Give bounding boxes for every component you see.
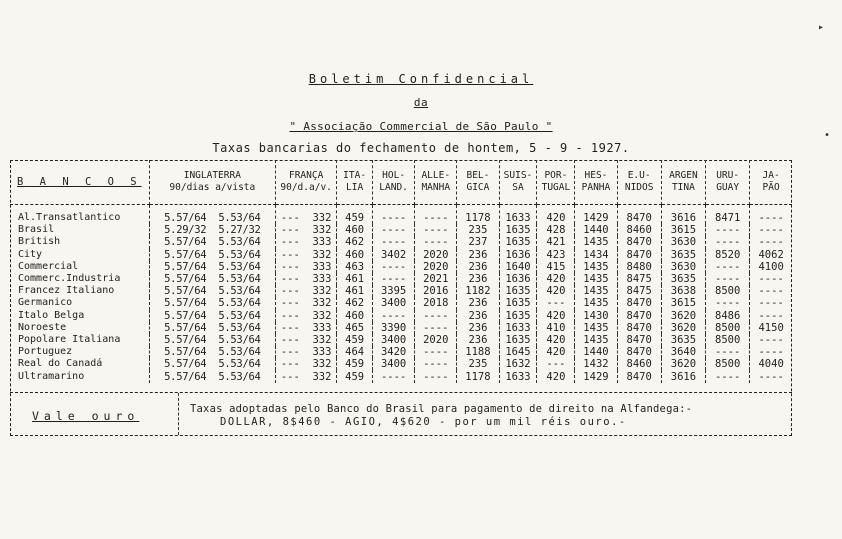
rate-inglaterra-90d: 5.57/64 — [164, 309, 207, 322]
rate-inglaterra — [149, 297, 275, 309]
rate-ita: 463 — [337, 261, 373, 273]
rate-arg: 3620 — [661, 310, 705, 322]
rate-hol: ---- — [373, 370, 415, 382]
table-row — [10, 224, 792, 236]
rate-hol: 3390 — [373, 322, 415, 334]
rate-jap: 4040 — [758, 358, 784, 371]
rate-inglaterra-90d: 5.57/64 — [164, 297, 207, 310]
rate-eu: 8470 — [617, 297, 661, 309]
rate-uru: 8471 — [706, 205, 750, 225]
dollar-agio-note: DOLLAR, 8$460 - AGIO, 4$620 - por um mil réis ouro.- — [220, 416, 627, 428]
rate-arg: 3615 — [661, 297, 705, 309]
table-row — [10, 334, 792, 346]
rate-por: 421 — [537, 236, 575, 248]
rate-all: ---- — [415, 205, 457, 225]
rate-franca-vista: 332 — [312, 285, 332, 298]
rate-ita: 460 — [337, 310, 373, 322]
rate-hol: ---- — [373, 236, 415, 248]
rate-bel: 236 — [457, 322, 499, 334]
rate-uru: ---- — [706, 224, 750, 236]
rate-franca-vista: 333 — [312, 273, 332, 286]
col-header-franca: FRANÇA 90/d.a/v. — [276, 160, 337, 205]
rate-hes: 1435 — [575, 236, 617, 248]
table-row — [10, 249, 792, 261]
rate-franca — [276, 236, 337, 248]
rate-franca-90d: --- — [280, 346, 300, 359]
rate-hol: 3400 — [373, 358, 415, 370]
rate-ita: 459 — [337, 334, 373, 346]
footer-note — [10, 392, 792, 436]
col-header-inglaterra: INGLATERRA 90/dias a/vista — [149, 160, 275, 205]
rate-arg: 3620 — [661, 358, 705, 370]
rate-bel: 235 — [457, 224, 499, 236]
rate-inglaterra-90d: 5.57/64 — [164, 212, 207, 225]
table-row — [10, 370, 792, 382]
rate-ita: 464 — [337, 346, 373, 358]
rate-sui: 1633 — [499, 322, 537, 334]
rate-all: ---- — [415, 310, 457, 322]
rate-inglaterra-vista: 5.53/64 — [218, 309, 261, 322]
rate-jap: ---- — [758, 273, 784, 286]
rate-uru: ---- — [706, 236, 750, 248]
rate-uru: ---- — [706, 273, 750, 285]
rate-sui: 1635 — [499, 236, 537, 248]
rate-arg: 3616 — [661, 370, 705, 382]
rate-arg: 3635 — [661, 249, 705, 261]
rate-hes: 1435 — [575, 334, 617, 346]
rate-hol: ---- — [373, 261, 415, 273]
col-header-portugal: POR- TUGAL — [537, 160, 575, 205]
bank-name: Real do Canadá — [10, 358, 149, 370]
rate-franca-90d: --- — [280, 358, 300, 371]
rate-inglaterra-vista: 5.27/32 — [218, 224, 261, 237]
rate-franca-90d: --- — [280, 333, 300, 346]
rate-arg: 3635 — [661, 273, 705, 285]
table-row — [10, 310, 792, 322]
rate-eu: 8460 — [617, 224, 661, 236]
rate-franca-90d: --- — [280, 309, 300, 322]
page-title: Boletim Confidencial — [308, 72, 534, 86]
rate-inglaterra-vista: 5.53/64 — [218, 273, 261, 286]
rate-arg: 3640 — [661, 346, 705, 358]
rate-uru: 8500 — [706, 285, 750, 297]
rate-franca-vista: 332 — [312, 212, 332, 225]
rate-all: 2020 — [415, 261, 457, 273]
rate-bel: 236 — [457, 310, 499, 322]
rate-all: 2018 — [415, 297, 457, 309]
table-row — [10, 285, 792, 297]
rate-sui: 1635 — [499, 224, 537, 236]
rate-jap: ---- — [758, 346, 784, 359]
rate-franca — [276, 261, 337, 273]
rate-franca-90d: --- — [280, 224, 300, 237]
rate-arg: 3620 — [661, 322, 705, 334]
rate-sui: 1645 — [499, 346, 537, 358]
bank-name: Commercial — [10, 261, 149, 273]
rate-inglaterra-90d: 5.57/64 — [164, 285, 207, 298]
rate-por: 415 — [537, 261, 575, 273]
margin-mark: ▸ — [818, 22, 825, 33]
rate-all: ---- — [415, 224, 457, 236]
rate-all: ---- — [415, 322, 457, 334]
table-row — [10, 205, 792, 225]
rate-jap: ---- — [758, 224, 784, 237]
rate-inglaterra-vista: 5.53/64 — [218, 212, 261, 225]
rate-franca-vista: 332 — [312, 370, 332, 383]
rate-eu: 8475 — [617, 285, 661, 297]
col-header-eunidos: E.U- NIDOS — [617, 160, 661, 205]
rate-hol: ---- — [373, 224, 415, 236]
table-header-row — [10, 160, 792, 205]
rate-franca — [276, 224, 337, 236]
rate-ita: 460 — [337, 224, 373, 236]
rate-eu: 8470 — [617, 334, 661, 346]
rate-franca — [276, 322, 337, 334]
rate-uru: ---- — [706, 370, 750, 382]
rate-inglaterra-90d: 5.29/32 — [164, 224, 207, 237]
rate-bel: 235 — [457, 358, 499, 370]
col-header-uruguay: URU- GUAY — [706, 160, 750, 205]
rate-bel: 1178 — [457, 205, 499, 225]
rate-jap: ---- — [758, 370, 784, 383]
rate-eu: 8470 — [617, 236, 661, 248]
rate-inglaterra-vista: 5.53/64 — [218, 260, 261, 273]
rate-inglaterra-vista: 5.53/64 — [218, 370, 261, 383]
rate-hes: 1440 — [575, 346, 617, 358]
title-connector: da — [413, 96, 429, 109]
rate-franca-vista: 333 — [312, 346, 332, 359]
rate-por: --- — [537, 297, 575, 309]
rate-hes: 1434 — [575, 249, 617, 261]
rate-hes: 1435 — [575, 273, 617, 285]
rate-ita: 461 — [337, 273, 373, 285]
rate-sui: 1640 — [499, 261, 537, 273]
rate-all: ---- — [415, 370, 457, 382]
rate-ita: 465 — [337, 322, 373, 334]
rate-eu: 8470 — [617, 346, 661, 358]
rate-franca-90d: --- — [280, 273, 300, 286]
rate-inglaterra-90d: 5.57/64 — [164, 333, 207, 346]
rate-por: 420 — [537, 346, 575, 358]
bank-name: Brasil — [10, 224, 149, 236]
col-header-hollanda: HOL- LAND. — [373, 160, 415, 205]
rate-franca — [276, 370, 337, 382]
rate-jap: ---- — [758, 236, 784, 249]
rate-all: 2020 — [415, 249, 457, 261]
rate-franca — [276, 285, 337, 297]
rate-jap: ---- — [758, 297, 784, 310]
rate-sui: 1635 — [499, 285, 537, 297]
rate-franca-vista: 332 — [312, 297, 332, 310]
rate-all: ---- — [415, 236, 457, 248]
rate-inglaterra-90d: 5.57/64 — [164, 260, 207, 273]
rate-inglaterra-vista: 5.53/64 — [218, 236, 261, 249]
bank-name: Francez Italiano — [10, 285, 149, 297]
rate-franca-90d: --- — [280, 236, 300, 249]
rate-uru: 8486 — [706, 310, 750, 322]
table-body — [10, 205, 792, 383]
rate-inglaterra — [149, 358, 275, 370]
rate-franca-vista: 332 — [312, 248, 332, 261]
rate-inglaterra-vista: 5.53/64 — [218, 285, 261, 298]
rate-inglaterra — [149, 273, 275, 285]
rate-bel: 1178 — [457, 370, 499, 382]
rate-bel: 1188 — [457, 346, 499, 358]
table-row — [10, 297, 792, 309]
col-header-argentina: ARGEN TINA — [661, 160, 705, 205]
table-row — [10, 236, 792, 248]
rate-franca-vista: 333 — [312, 321, 332, 334]
rate-franca-90d: --- — [280, 321, 300, 334]
rate-franca-vista: 332 — [312, 309, 332, 322]
bank-name: Noroeste — [10, 322, 149, 334]
rate-arg: 3630 — [661, 261, 705, 273]
rate-eu: 8480 — [617, 261, 661, 273]
rate-bel: 236 — [457, 261, 499, 273]
rate-jap: 4062 — [758, 248, 784, 261]
rate-franca-vista: 332 — [312, 333, 332, 346]
col-header-allemanha: ALLE- MANHA — [415, 160, 457, 205]
rate-uru: ---- — [706, 346, 750, 358]
rate-bel: 1182 — [457, 285, 499, 297]
rate-franca-90d: --- — [280, 297, 300, 310]
rate-inglaterra — [149, 310, 275, 322]
rate-por: 428 — [537, 224, 575, 236]
bank-name: Ultramarino — [10, 370, 149, 382]
col-header-japao: JA- PÃO — [750, 160, 792, 205]
col-header-suissa: SUIS- SA — [499, 160, 537, 205]
bank-name: Italo Belga — [10, 310, 149, 322]
rate-por: 420 — [537, 334, 575, 346]
rate-bel: 236 — [457, 334, 499, 346]
rate-sui: 1633 — [499, 205, 537, 225]
rate-ita: 459 — [337, 370, 373, 382]
rate-por: 420 — [537, 285, 575, 297]
rate-bel: 236 — [457, 273, 499, 285]
rate-bel: 236 — [457, 249, 499, 261]
rate-arg: 3616 — [661, 205, 705, 225]
bank-name: Commerc.Industria — [10, 273, 149, 285]
rate-all: ---- — [415, 346, 457, 358]
rate-jap: 4100 — [758, 260, 784, 273]
rate-inglaterra-90d: 5.57/64 — [164, 370, 207, 383]
rate-franca — [276, 205, 337, 225]
rate-uru: ---- — [706, 261, 750, 273]
rate-hol: 3400 — [373, 297, 415, 309]
exchange-rates-table — [10, 160, 792, 383]
rate-eu: 8470 — [617, 370, 661, 382]
rate-hes: 1430 — [575, 310, 617, 322]
rate-ita: 462 — [337, 297, 373, 309]
rate-inglaterra — [149, 285, 275, 297]
col-header-belgica: BEL- GICA — [457, 160, 499, 205]
col-header-italia: ITA- LIA — [337, 160, 373, 205]
margin-mark: • — [824, 130, 831, 141]
rate-por: 410 — [537, 322, 575, 334]
association-name: " Associação Commercial de São Paulo " — [289, 120, 553, 133]
rate-ita: 462 — [337, 236, 373, 248]
rate-inglaterra — [149, 224, 275, 236]
col-header-hespanha: HES- PANHA — [575, 160, 617, 205]
rate-inglaterra-90d: 5.57/64 — [164, 321, 207, 334]
rate-franca-vista: 332 — [312, 358, 332, 371]
rate-arg: 3615 — [661, 224, 705, 236]
rate-jap: ---- — [758, 309, 784, 322]
rate-eu: 8460 — [617, 358, 661, 370]
rate-sui: 1635 — [499, 334, 537, 346]
rate-bel: 237 — [457, 236, 499, 248]
rate-franca-90d: --- — [280, 260, 300, 273]
rate-franca-vista: 332 — [312, 224, 332, 237]
rate-ita: 459 — [337, 205, 373, 225]
rate-franca — [276, 310, 337, 322]
rate-inglaterra — [149, 322, 275, 334]
rate-sui: 1632 — [499, 358, 537, 370]
col-header-bancos: B A N C O S — [10, 160, 149, 205]
footer-divider — [178, 393, 179, 435]
rate-franca-90d: --- — [280, 212, 300, 225]
rate-inglaterra-90d: 5.57/64 — [164, 236, 207, 249]
bank-name: British — [10, 236, 149, 248]
rate-bel: 236 — [457, 297, 499, 309]
rate-inglaterra-vista: 5.53/64 — [218, 248, 261, 261]
rate-jap: ---- — [758, 285, 784, 298]
rate-all: ---- — [415, 358, 457, 370]
rate-inglaterra — [149, 249, 275, 261]
rate-jap: ---- — [758, 212, 784, 225]
rate-inglaterra-vista: 5.53/64 — [218, 346, 261, 359]
gold-label: Vale ouro — [32, 409, 140, 423]
rate-por: --- — [537, 358, 575, 370]
rate-inglaterra-vista: 5.53/64 — [218, 321, 261, 334]
rate-inglaterra-90d: 5.57/64 — [164, 248, 207, 261]
rate-jap: 4150 — [758, 321, 784, 334]
rate-ita: 461 — [337, 285, 373, 297]
rate-hol: 3420 — [373, 346, 415, 358]
rate-inglaterra-90d: 5.57/64 — [164, 346, 207, 359]
rate-arg: 3638 — [661, 285, 705, 297]
rate-hol: 3402 — [373, 249, 415, 261]
rate-eu: 8470 — [617, 249, 661, 261]
rate-hol: 3400 — [373, 334, 415, 346]
rate-hes: 1440 — [575, 224, 617, 236]
rate-por: 420 — [537, 310, 575, 322]
rate-franca — [276, 346, 337, 358]
rate-hes: 1435 — [575, 285, 617, 297]
rate-uru: ---- — [706, 297, 750, 309]
rate-franca-90d: --- — [280, 370, 300, 383]
rate-all: 2020 — [415, 334, 457, 346]
rate-inglaterra — [149, 334, 275, 346]
rate-hes: 1435 — [575, 297, 617, 309]
rate-por: 423 — [537, 249, 575, 261]
table-row — [10, 358, 792, 370]
rate-hes: 1429 — [575, 370, 617, 382]
rate-all: 2021 — [415, 273, 457, 285]
rate-inglaterra-vista: 5.53/64 — [218, 297, 261, 310]
rates-subtitle: Taxas bancarias do fechamento de hontem, 5 - 9 - 1927. — [212, 141, 630, 155]
rate-inglaterra — [149, 261, 275, 273]
rate-por: 420 — [537, 370, 575, 382]
rate-franca-90d: --- — [280, 248, 300, 261]
rate-arg: 3635 — [661, 334, 705, 346]
rate-hes: 1432 — [575, 358, 617, 370]
rate-franca — [276, 273, 337, 285]
rate-eu: 8470 — [617, 322, 661, 334]
rate-inglaterra-vista: 5.53/64 — [218, 333, 261, 346]
rate-hol: ---- — [373, 310, 415, 322]
rate-ita: 460 — [337, 249, 373, 261]
rate-por: 420 — [537, 205, 575, 225]
rate-hol: ---- — [373, 273, 415, 285]
customs-rate-note: Taxas adoptadas pelo Banco do Brasil para pagamento de direito na Alfandega:- — [190, 403, 693, 415]
rate-uru: 8520 — [706, 249, 750, 261]
rate-eu: 8475 — [617, 273, 661, 285]
rate-inglaterra-90d: 5.57/64 — [164, 273, 207, 286]
rate-franca-90d: --- — [280, 285, 300, 298]
rate-sui: 1635 — [499, 310, 537, 322]
table-row — [10, 261, 792, 273]
bank-name: Portuguez — [10, 346, 149, 358]
rate-franca-vista: 333 — [312, 236, 332, 249]
rate-inglaterra — [149, 346, 275, 358]
rate-ita: 459 — [337, 358, 373, 370]
rate-inglaterra — [149, 205, 275, 225]
rate-inglaterra — [149, 236, 275, 248]
rate-eu: 8470 — [617, 310, 661, 322]
rate-franca — [276, 249, 337, 261]
rate-inglaterra-vista: 5.53/64 — [218, 358, 261, 371]
bank-name: Germanico — [10, 297, 149, 309]
rate-all: 2016 — [415, 285, 457, 297]
rate-hes: 1435 — [575, 322, 617, 334]
rate-franca — [276, 297, 337, 309]
rate-uru: 8500 — [706, 334, 750, 346]
rate-sui: 1633 — [499, 370, 537, 382]
rate-uru: 8500 — [706, 322, 750, 334]
rate-franca-vista: 333 — [312, 260, 332, 273]
rate-sui: 1635 — [499, 297, 537, 309]
rate-hes: 1435 — [575, 261, 617, 273]
rate-arg: 3630 — [661, 236, 705, 248]
rate-jap: ---- — [758, 333, 784, 346]
bank-name: Popolare Italiana — [10, 334, 149, 346]
rate-hol: 3395 — [373, 285, 415, 297]
rate-eu: 8470 — [617, 205, 661, 225]
table-row — [10, 322, 792, 334]
rate-inglaterra-90d: 5.57/64 — [164, 358, 207, 371]
table-row — [10, 273, 792, 285]
bank-name: City — [10, 249, 149, 261]
rate-hes: 1429 — [575, 205, 617, 225]
bank-name: Al.Transatlantico — [10, 205, 149, 225]
rate-uru: 8500 — [706, 358, 750, 370]
rate-hol: ---- — [373, 205, 415, 225]
rate-inglaterra — [149, 370, 275, 382]
rate-sui: 1636 — [499, 249, 537, 261]
table-row — [10, 346, 792, 358]
rate-por: 420 — [537, 273, 575, 285]
rate-sui: 1636 — [499, 273, 537, 285]
rate-franca — [276, 334, 337, 346]
rate-franca — [276, 358, 337, 370]
